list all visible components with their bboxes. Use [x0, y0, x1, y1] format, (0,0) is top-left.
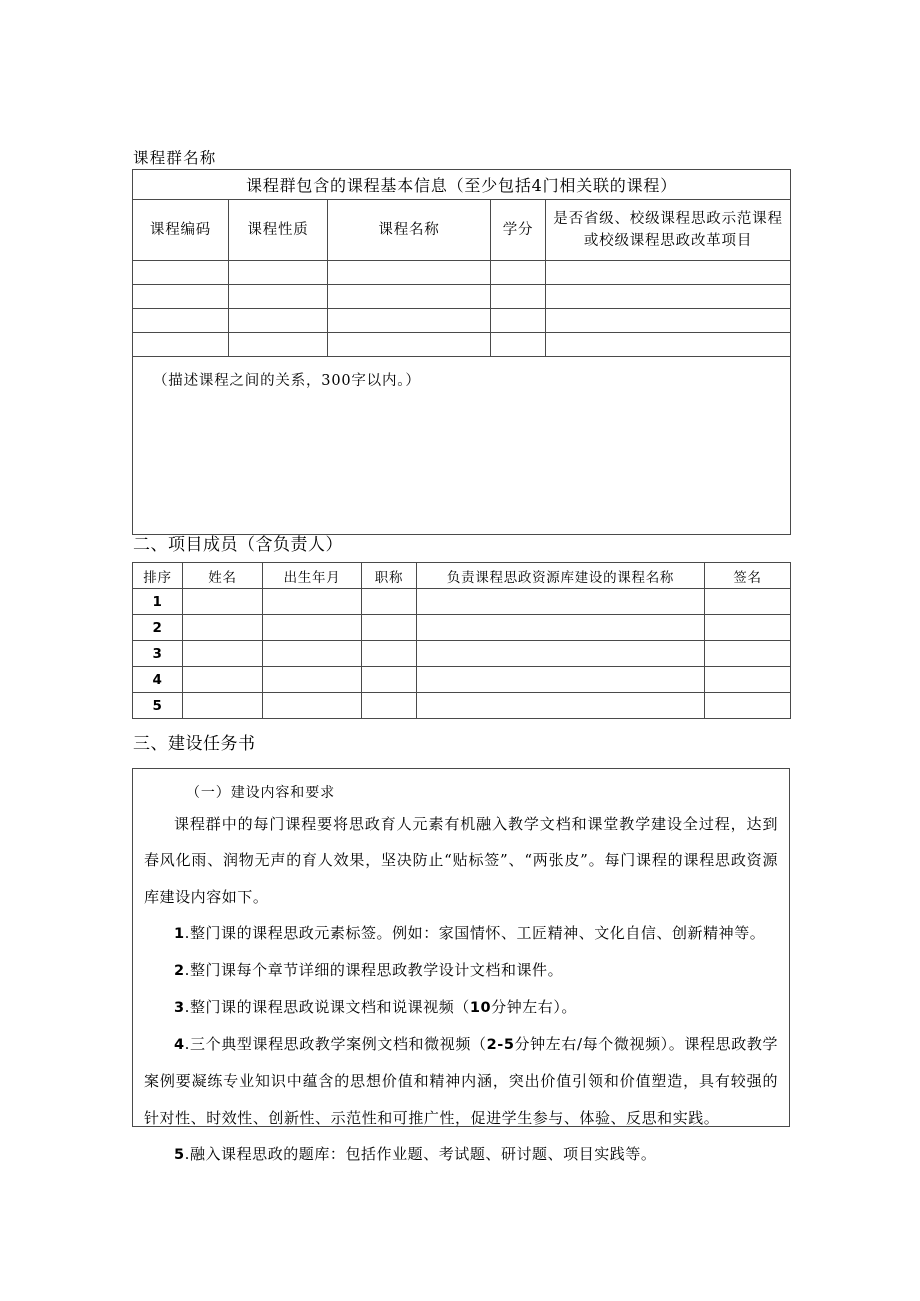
cell-demonstration[interactable]: [546, 261, 791, 285]
header-responsible-course: 负责课程思政资源库建设的课程名称: [417, 563, 705, 589]
task-item-text-before: .整门课每个章节详细的课程思政教学设计文档和课件。: [184, 960, 564, 979]
member-course[interactable]: [417, 615, 705, 641]
cell-course-name[interactable]: [328, 309, 491, 333]
table-row[interactable]: [133, 261, 791, 285]
table-row[interactable]: [133, 309, 791, 333]
member-title[interactable]: [362, 693, 417, 719]
cell-course-name[interactable]: [328, 333, 491, 357]
table-header-row: [133, 200, 791, 261]
member-name[interactable]: [183, 693, 263, 719]
header-birth-date: 出生年月: [263, 563, 362, 589]
member-name[interactable]: [183, 667, 263, 693]
task-item-text-before: .整门课的课程思政元素标签。例如：家国情怀、工匠精神、文化自信、创新精神等。: [184, 923, 766, 942]
member-title[interactable]: [362, 589, 417, 615]
member-signature[interactable]: [705, 667, 791, 693]
header-course-code: 课程编码: [133, 200, 229, 261]
task-item: [144, 1136, 778, 1173]
cell-credits[interactable]: [491, 309, 546, 333]
member-signature[interactable]: [705, 693, 791, 719]
course-relationship-description-area[interactable]: [133, 357, 791, 535]
project-members-table: [132, 562, 791, 719]
member-index: 2: [133, 615, 183, 641]
header-name: 姓名: [183, 563, 263, 589]
header-course-name: 课程名称: [328, 200, 491, 261]
member-birth[interactable]: [263, 693, 362, 719]
member-title[interactable]: [362, 615, 417, 641]
member-row[interactable]: [133, 615, 791, 641]
header-course-nature: 课程性质: [229, 200, 328, 261]
task-item-text-after: 分钟左右）。: [491, 998, 577, 1017]
member-row[interactable]: [133, 667, 791, 693]
section-3-heading: 三、建设任务书: [133, 734, 256, 754]
header-demonstration-line1: 是否省级、校级课程思政示范课程: [553, 210, 783, 227]
cell-demonstration[interactable]: [546, 333, 791, 357]
member-index: 1: [133, 589, 183, 615]
cell-course-nature[interactable]: [229, 309, 328, 333]
course-relationship-hint: （描述课程之间的关系，300字以内。）: [153, 373, 421, 389]
cell-credits[interactable]: [491, 285, 546, 309]
member-birth[interactable]: [263, 615, 362, 641]
task-item-bold: 2-5: [486, 1037, 515, 1054]
task-item-text-before: .整门课的课程思政说课文档和说课视频（: [184, 998, 470, 1017]
member-signature[interactable]: [705, 641, 791, 667]
member-title[interactable]: [362, 641, 417, 667]
table-row[interactable]: [133, 333, 791, 357]
member-index: 3: [133, 641, 183, 667]
member-course[interactable]: [417, 693, 705, 719]
header-job-title: 职称: [362, 563, 417, 589]
header-demonstration-course: [546, 200, 791, 261]
member-row[interactable]: [133, 693, 791, 719]
task-item-number: 3: [174, 1000, 185, 1017]
table-description-row: [133, 357, 791, 535]
cell-course-name[interactable]: [328, 285, 491, 309]
members-header-row: [133, 563, 791, 589]
task-item: [144, 1026, 778, 1136]
cell-demonstration[interactable]: [546, 309, 791, 333]
member-index: 4: [133, 667, 183, 693]
cell-credits[interactable]: [491, 261, 546, 285]
member-name[interactable]: [183, 615, 263, 641]
course-group-info-title: 课程群包含的课程基本信息（至少包括4门相关联的课程）: [133, 170, 791, 200]
task-item-number: 1: [174, 925, 185, 942]
task-item: [144, 989, 778, 1026]
header-demonstration-line2: 或校级课程思政改革项目: [583, 233, 753, 249]
task-item: [144, 915, 778, 952]
task-item-text-after: 分钟左右/每个微视频）。课程思政教学案例要凝练专业知识中蕴含的思想价值和精神内涵，突出价值引领和价值塑造，具有较强的针对性、时效性、创新性、示范性和可推广性，促进学生参与、体验、反思和实践。: [144, 1035, 778, 1127]
member-course[interactable]: [417, 667, 705, 693]
construction-task-box: [132, 768, 790, 1163]
member-signature[interactable]: [705, 589, 791, 615]
cell-course-nature[interactable]: [229, 285, 328, 309]
task-item-bold: 10: [469, 1000, 492, 1017]
cell-course-code[interactable]: [133, 285, 229, 309]
member-birth[interactable]: [263, 667, 362, 693]
cell-course-code[interactable]: [133, 309, 229, 333]
course-group-info-table: [132, 169, 791, 535]
section-2-heading: 二、项目成员（含负责人）: [133, 535, 343, 555]
member-title[interactable]: [362, 667, 417, 693]
member-birth[interactable]: [263, 589, 362, 615]
cell-course-code[interactable]: [133, 333, 229, 357]
task-item-number: 5: [174, 1146, 185, 1163]
task-intro-paragraph: 课程群中的每门课程要将思政育人元素有机融入教学文档和课堂教学建设全过程，达到春风化雨、润物无声的育人效果，坚决防止“贴标签”、“两张皮”。每门课程的课程思政资源库建设内容如下。: [144, 815, 778, 906]
header-signature: 签名: [705, 563, 791, 589]
cell-course-code[interactable]: [133, 261, 229, 285]
member-signature[interactable]: [705, 615, 791, 641]
cell-demonstration[interactable]: [546, 285, 791, 309]
member-birth[interactable]: [263, 641, 362, 667]
member-name[interactable]: [183, 589, 263, 615]
header-credits: 学分: [491, 200, 546, 261]
member-row[interactable]: [133, 589, 791, 615]
task-subheading: （一）建设内容和要求: [186, 785, 335, 801]
header-order: 排序: [133, 563, 183, 589]
cell-course-nature[interactable]: [229, 333, 328, 357]
member-name[interactable]: [183, 641, 263, 667]
task-item-number: 4: [174, 1037, 185, 1054]
member-course[interactable]: [417, 641, 705, 667]
cell-course-name[interactable]: [328, 261, 491, 285]
member-row[interactable]: [133, 641, 791, 667]
task-item-text-before: .融入课程思政的题库：包括作业题、考试题、研讨题、项目实践等。: [184, 1144, 657, 1163]
cell-credits[interactable]: [491, 333, 546, 357]
member-index: 5: [133, 693, 183, 719]
table-title-row: [133, 170, 791, 200]
member-course[interactable]: [417, 589, 705, 615]
table-row[interactable]: [133, 285, 791, 309]
task-item-number: 2: [174, 962, 185, 979]
cell-course-nature[interactable]: [229, 261, 328, 285]
task-item: [144, 952, 778, 989]
task-item-text-before: .三个典型课程思政教学案例文档和微视频（: [184, 1035, 487, 1054]
course-group-name-label: 课程群名称: [133, 149, 217, 167]
